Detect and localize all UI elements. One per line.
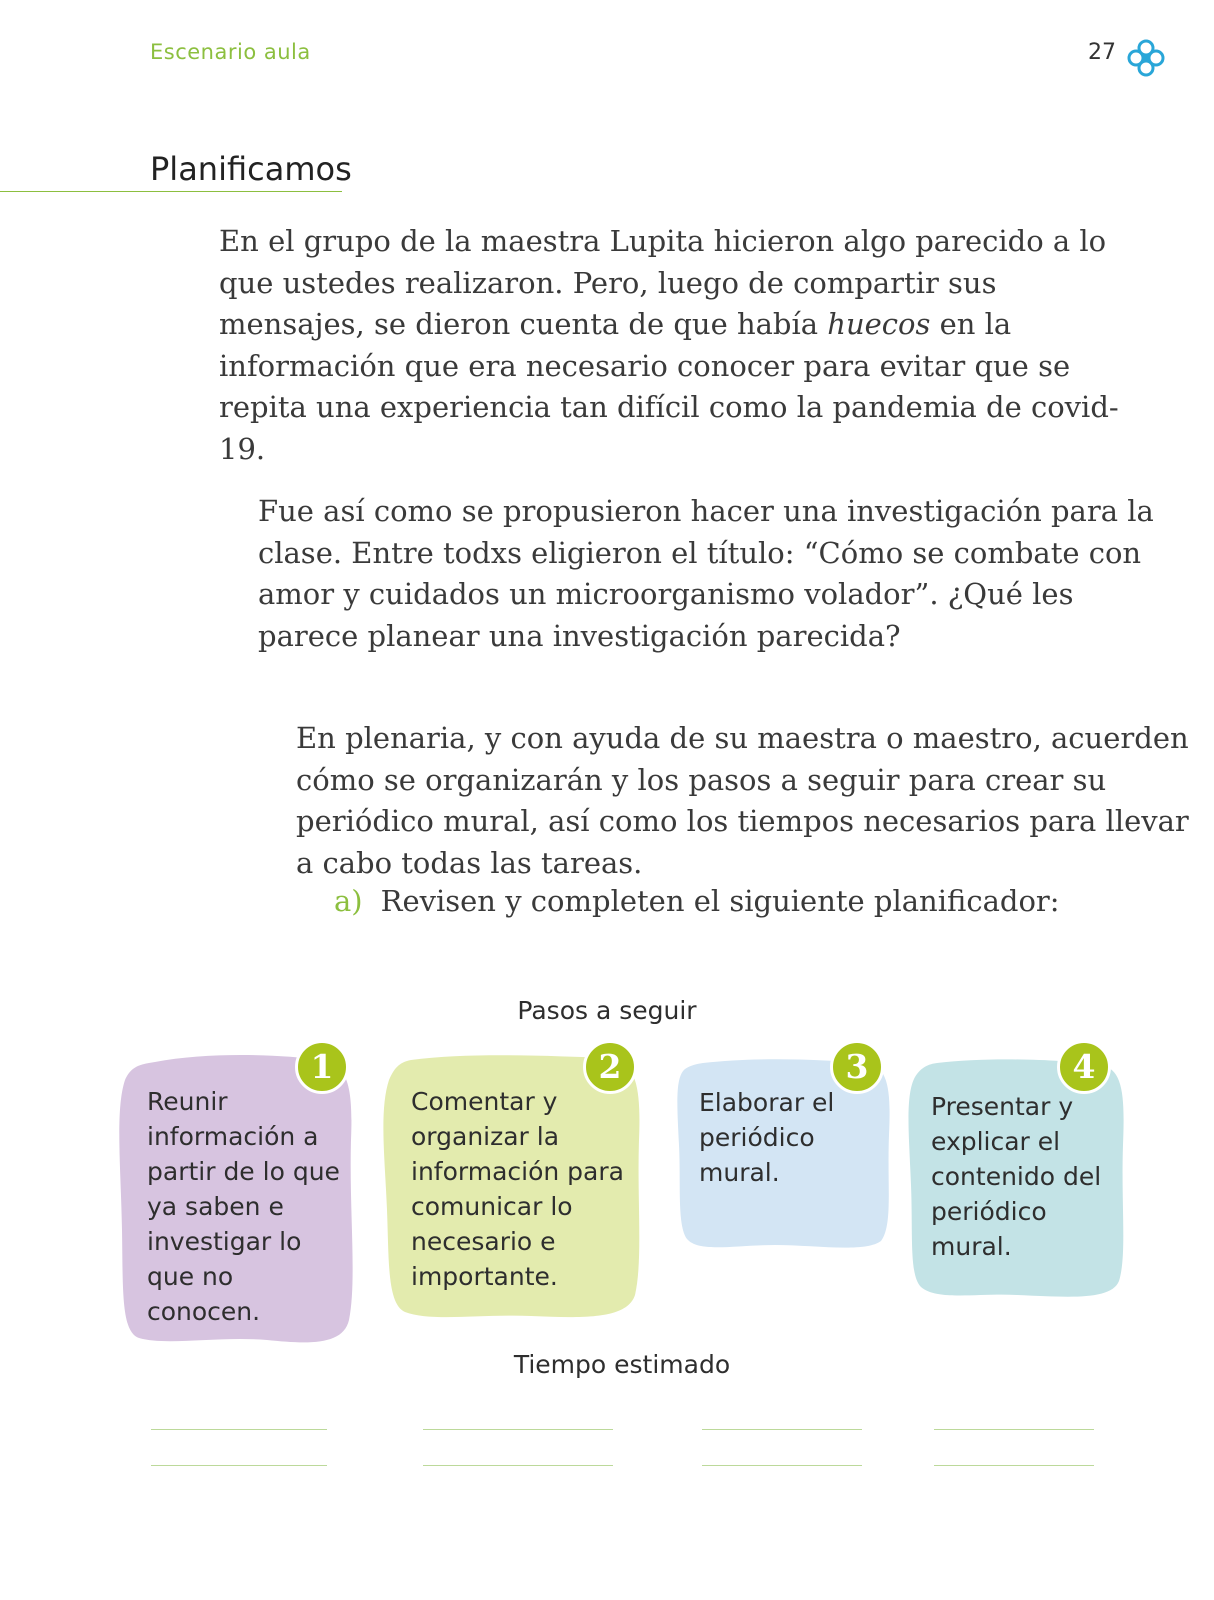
paragraph-intro bbox=[219, 221, 1119, 470]
time-line-4b[interactable] bbox=[934, 1465, 1094, 1466]
title-underline bbox=[0, 191, 342, 192]
time-line-4a[interactable] bbox=[934, 1429, 1094, 1430]
step-card-3 bbox=[675, 1047, 893, 1255]
step-card-4-text: Presentar y explicar el contenido del periódico mural. bbox=[931, 1092, 1102, 1261]
list-item-text: Revisen y completen el siguiente planificador: bbox=[380, 884, 1060, 918]
paragraph-instructions: En plenaria, y con ayuda de su maestra o maestro, acuerden cómo se organizarán y los pasos a seguir para crear su periódico mural, así como los tiempos necesarios para llevar a cabo todas las tareas. bbox=[296, 721, 1189, 880]
step-badge-1: 1 bbox=[295, 1040, 349, 1094]
time-line-1a[interactable] bbox=[151, 1429, 327, 1430]
time-line-3b[interactable] bbox=[702, 1465, 862, 1466]
step-card-2 bbox=[381, 1047, 645, 1325]
paragraph-investigation: Fue así como se propusieron hacer una investigación para la clase. Entre todxs eligieron el título: “Cómo se combate con amor y cuidados un microorganismo volador”. ¿Qué les parece planear una investigación parecida? bbox=[258, 494, 1154, 653]
paragraph-intro-end: en la información que era necesario conocer para evitar que se repita una experiencia tan difícil como la pandemia de covid-19. bbox=[219, 307, 1119, 466]
page-number: 27 bbox=[1088, 40, 1116, 65]
estimated-time-label: Tiempo estimado bbox=[513, 1350, 731, 1379]
step-card-4 bbox=[907, 1047, 1127, 1303]
header-section-label: Escenario aula bbox=[150, 40, 311, 64]
list-marker: a) bbox=[334, 884, 363, 918]
step-badge-4: 4 bbox=[1057, 1040, 1111, 1094]
time-line-3a[interactable] bbox=[702, 1429, 862, 1430]
emphasis-huecos: huecos bbox=[827, 307, 931, 341]
step-card-1-text: Reunir información a partir de lo que ya saben e investigar lo que no conocen. bbox=[147, 1087, 340, 1326]
time-line-2b[interactable] bbox=[423, 1465, 613, 1466]
step-card-1 bbox=[117, 1047, 357, 1350]
list-item-a bbox=[334, 881, 1194, 923]
paragraph-intro-start: En el grupo de la maestra Lupita hicieron algo parecido a lo que ustedes realizaron. Pero, luego de compartir sus mensajes, se dieron cuenta de que había bbox=[219, 224, 1107, 341]
step-card-2-text: Comentar y organizar la información para comunicar lo necesario e importante. bbox=[411, 1087, 624, 1291]
step-card-3-text: Elaborar el periódico mural. bbox=[699, 1088, 835, 1187]
time-line-2a[interactable] bbox=[423, 1429, 613, 1430]
step-badge-3: 3 bbox=[830, 1040, 884, 1094]
knot-flower-icon bbox=[1126, 38, 1166, 78]
time-line-1b[interactable] bbox=[151, 1465, 327, 1466]
page-title: Planificamos bbox=[150, 150, 352, 188]
steps-label: Pasos a seguir bbox=[517, 996, 697, 1025]
step-badge-2: 2 bbox=[583, 1040, 637, 1094]
